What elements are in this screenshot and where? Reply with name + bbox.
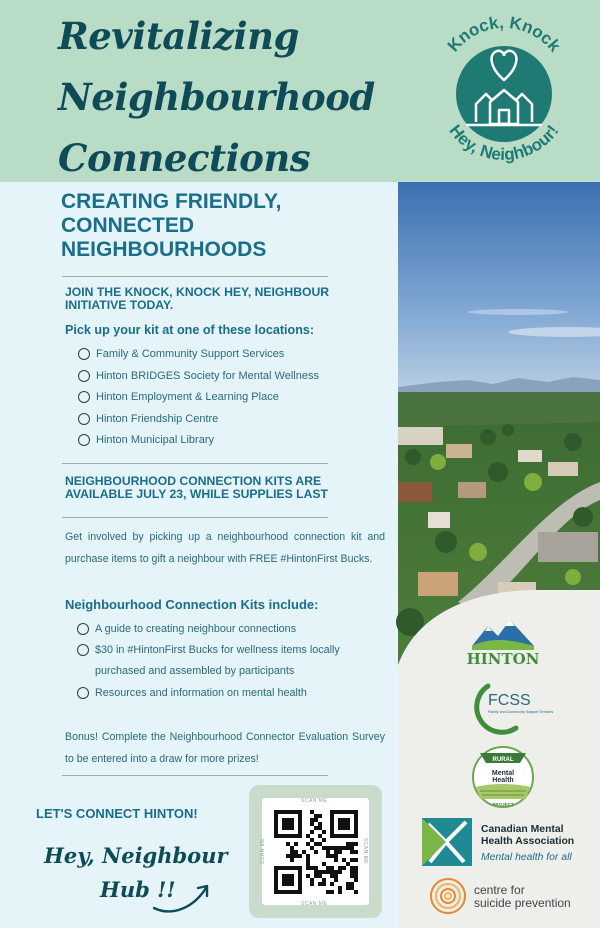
location-item: Hinton BRIDGES Society for Mental Wellness	[78, 370, 319, 382]
rural-logo-top: RURAL	[492, 757, 514, 763]
cmha-logo	[422, 818, 472, 866]
csp-fingerprint-icon	[428, 876, 468, 916]
location-item: Hinton Employment & Learning Place	[78, 391, 279, 403]
kit-item: A guide to creating neighbour connections	[77, 619, 377, 640]
location-item: Family & Community Support Services	[78, 348, 284, 360]
title-line-2: Neighbourhood	[58, 75, 375, 119]
knock-knock-badge	[430, 10, 578, 174]
kit-item: Resources and information on mental health	[77, 683, 377, 704]
qr-code-icon[interactable]	[274, 810, 358, 894]
bullet-circle-icon	[78, 370, 90, 382]
hinton-logo-text: HINTON	[466, 650, 540, 668]
availability-text: NEIGHBOURHOOD CONNECTION KITS ARE AVAILABLE JULY 23, WHILE SUPPLIES LAST	[65, 474, 328, 501]
bullet-circle-icon	[78, 434, 90, 446]
bullet-circle-icon	[78, 348, 90, 360]
cmha-name: Canadian Mental Health Association	[481, 824, 575, 847]
location-item: Hinton Friendship Centre	[78, 413, 218, 425]
fcss-logo	[468, 678, 554, 736]
rural-logo-mid2: Health	[492, 777, 514, 784]
title-line-1: Revitalizing	[58, 14, 299, 58]
badge-top-text: Knock, Knock	[443, 12, 565, 56]
divider	[62, 775, 328, 776]
fcss-logo-text: FCSS	[488, 692, 531, 709]
hub-script-line-2: Hub !!	[100, 877, 176, 902]
bullet-circle-icon	[78, 391, 90, 403]
bullet-circle-icon	[77, 644, 89, 656]
bullet-circle-icon	[77, 623, 89, 635]
hinton-logo	[468, 612, 538, 668]
page-title	[58, 6, 375, 189]
cmha-tagline: Mental health for all	[481, 852, 572, 863]
bonus-text: Bonus! Complete the Neighbourhood Connector Evaluation Survey to be entered into a draw for more prizes!	[65, 731, 385, 765]
bullet-circle-icon	[77, 687, 89, 699]
scan-me-label: SCAN ME	[260, 837, 267, 865]
fcss-logo-subtext: Family and Community Support Services	[488, 710, 554, 714]
kits-title: Neighbourhood Connection Kits include:	[65, 597, 319, 612]
title-line-3: Connections	[58, 136, 311, 180]
main-heading: CREATING FRIENDLY, CONNECTED NEIGHBOURHOODS	[61, 190, 282, 261]
pickup-title: Pick up your kit at one of these locations:	[65, 323, 315, 337]
curved-arrow-icon	[150, 878, 212, 918]
divider	[62, 276, 328, 277]
scan-me-label: SCAN ME	[301, 798, 328, 804]
divider	[62, 517, 328, 518]
kit-item: $30 in #HintonFirst Bucks for wellness items locally purchased and assembled by participants	[77, 640, 377, 682]
divider	[62, 463, 328, 464]
location-item: Hinton Municipal Library	[78, 434, 214, 446]
csp-name: centre for suicide prevention	[474, 883, 571, 910]
hub-script-line-1: Hey, Neighbour	[44, 843, 228, 868]
connect-heading: LET'S CONNECT HINTON!	[36, 806, 198, 821]
rural-mental-health-logo	[470, 745, 536, 809]
rural-logo-bottom: PROJECT	[492, 802, 514, 807]
scan-me-label: SCAN ME	[362, 837, 369, 865]
badge-bottom-text: Hey, Neighbour!	[445, 121, 563, 165]
bullet-circle-icon	[78, 413, 90, 425]
involve-text: Get involved by picking up a neighbourhood connection kit and purchase items to gift a neighbour with FREE #HintonFirst Bucks.	[65, 531, 385, 565]
rural-logo-mid1: Mental	[491, 770, 515, 777]
scan-me-label: SCAN ME	[301, 901, 328, 907]
join-text: JOIN THE KNOCK, KNOCK HEY, NEIGHBOUR INITIATIVE TODAY.	[65, 285, 330, 312]
